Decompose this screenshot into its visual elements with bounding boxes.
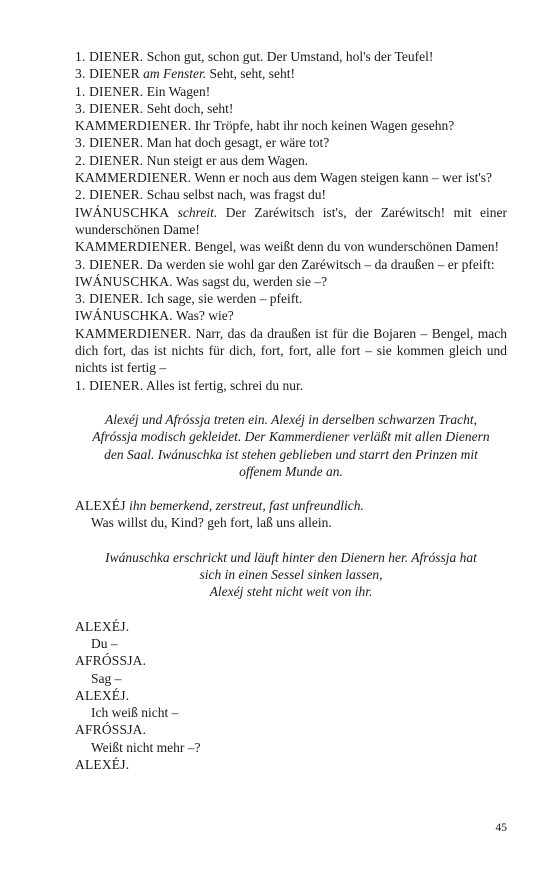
speech-line xyxy=(75,290,507,307)
speech-text: Ich sage, sie werden – pfeift. xyxy=(143,291,303,307)
speaker-name: 1. DIENER. xyxy=(75,377,144,393)
speech-line xyxy=(75,83,507,100)
speech-text: Du – xyxy=(91,635,118,651)
speech-line xyxy=(75,117,507,134)
speech-line xyxy=(75,273,507,290)
speech-line xyxy=(75,497,507,514)
stage-direction-line: sich in einen Sessel sinken lassen, xyxy=(199,567,383,583)
speaker-name: ALEXÉJ xyxy=(75,498,126,514)
stage-direction-line: Alexéj steht nicht weit von ihr. xyxy=(209,584,373,600)
speech-line xyxy=(75,186,507,203)
speaker-name: 1. DIENER. xyxy=(75,83,144,99)
speaker-name: KAMMERDIENER. xyxy=(75,239,192,255)
speech-line xyxy=(75,65,507,82)
speaker-name: IWÁNUSCHKA xyxy=(75,204,170,220)
speaker-name: AFRÓSSJA. xyxy=(75,722,147,738)
stage-direction-line: den Saal. Iwánuschka ist stehen geblieben und starrt den Prinzen mit xyxy=(104,446,478,462)
dialogue-block xyxy=(75,618,507,774)
speech-text: Ich weiß nicht – xyxy=(91,705,179,721)
speech-text: Da werden sie wohl gar den Zaréwitsch – da draußen – er pfeift: xyxy=(143,256,495,272)
speaker-name: ALEXÉJ. xyxy=(75,756,130,772)
speaker-name: ALEXÉJ. xyxy=(75,687,130,703)
speaker-name: 2. DIENER. xyxy=(75,187,144,203)
speaker-name: KAMMERDIENER. xyxy=(75,118,192,134)
speech-line xyxy=(75,377,507,394)
speaker-name: 2. DIENER. xyxy=(75,152,144,168)
stage-direction: ihn bemerkend, zerstreut, fast unfreundlich. xyxy=(125,498,364,514)
dialogue-block xyxy=(75,497,507,532)
stage-direction-line: offenem Munde an. xyxy=(239,463,343,479)
speech-line xyxy=(75,204,507,239)
speech-text: Narr, das da draußen ist für die Bojaren – Bengel, mach dich fort, das ist nichts für dich, fort, fort, alle fort – sie kommen gleich und nichts ist fertig – xyxy=(75,325,507,376)
stage-direction-block xyxy=(75,549,507,601)
speech-text: Sag – xyxy=(91,670,122,686)
speech-text: Wenn er noch aus dem Wagen steigen kann – wer ist's? xyxy=(191,170,493,186)
speech-line xyxy=(75,169,507,186)
stage-direction-block xyxy=(75,411,507,480)
speaker-name: ALEXÉJ. xyxy=(75,618,130,634)
speech-text: Nun steigt er aus dem Wagen. xyxy=(143,152,309,168)
speech-text: Seht doch, seht! xyxy=(143,100,234,116)
speech-text: Was sagst du, werden sie –? xyxy=(172,273,328,289)
speaker-name: 3. DIENER. xyxy=(75,100,144,116)
speaker-name: KAMMERDIENER. xyxy=(75,170,192,186)
speech-text: Weißt nicht mehr –? xyxy=(91,739,201,755)
page-body xyxy=(75,48,507,773)
speech-line xyxy=(75,152,507,169)
stage-direction-line: Iwánuschka erschrickt und läuft hinter den Dienern her. Afróssja hat xyxy=(105,549,477,565)
speaker-name: IWÁNUSCHKA. xyxy=(75,273,173,289)
stage-direction: schreit. xyxy=(169,204,218,220)
stage-direction-line: Alexéj und Afróssja treten ein. Alexéj in derselben schwarzen Tracht, xyxy=(104,411,478,427)
stage-direction-line: Afróssja modisch gekleidet. Der Kammerdiener verläßt mit allen Dienern xyxy=(92,429,490,445)
speech-text: Was? wie? xyxy=(172,308,234,324)
speech-text: Der Zaréwitsch ist's, der Zaréwitsch! mit einer wunderschönen Dame! xyxy=(75,204,507,237)
speaker-name: KAMMERDIENER. xyxy=(75,325,192,341)
speech-line xyxy=(75,256,507,273)
page-number: 45 xyxy=(495,822,507,834)
speaker-name: 3. DIENER. xyxy=(75,256,144,272)
speaker-name: 1. DIENER. xyxy=(75,49,144,64)
speech-text: Ihr Tröpfe, habt ihr noch keinen Wagen gesehn? xyxy=(191,118,455,134)
speech-line xyxy=(75,325,507,377)
speech-line xyxy=(75,100,507,117)
speech-text: Schon gut, schon gut. Der Umstand, hol's der Teufel! xyxy=(143,49,434,64)
speaker-name: 3. DIENER. xyxy=(75,135,144,151)
speech-text: Man hat doch gesagt, er wäre tot? xyxy=(143,135,330,151)
speech-text: Bengel, was weißt denn du von wunderschönen Damen! xyxy=(191,239,500,255)
speech-text: Schau selbst nach, was fragst du! xyxy=(143,187,326,203)
speech-line xyxy=(75,307,507,324)
speaker-name: AFRÓSSJA. xyxy=(75,653,147,669)
speech-text: Seht, seht, seht! xyxy=(206,66,296,82)
stage-direction: am Fenster. xyxy=(139,66,207,82)
speech-text: Alles ist fertig, schrei du nur. xyxy=(143,377,304,393)
speech-text: Ein Wagen! xyxy=(143,83,211,99)
speaker-name: IWÁNUSCHKA. xyxy=(75,308,173,324)
speaker-name: 3. DIENER xyxy=(75,66,140,82)
speech-line xyxy=(75,134,507,151)
speech-line xyxy=(75,48,507,65)
speaker-name: 3. DIENER. xyxy=(75,291,144,307)
speech-line xyxy=(75,238,507,255)
speech-text: Was willst du, Kind? geh fort, laß uns allein. xyxy=(91,515,332,531)
dialogue-block xyxy=(75,48,507,394)
